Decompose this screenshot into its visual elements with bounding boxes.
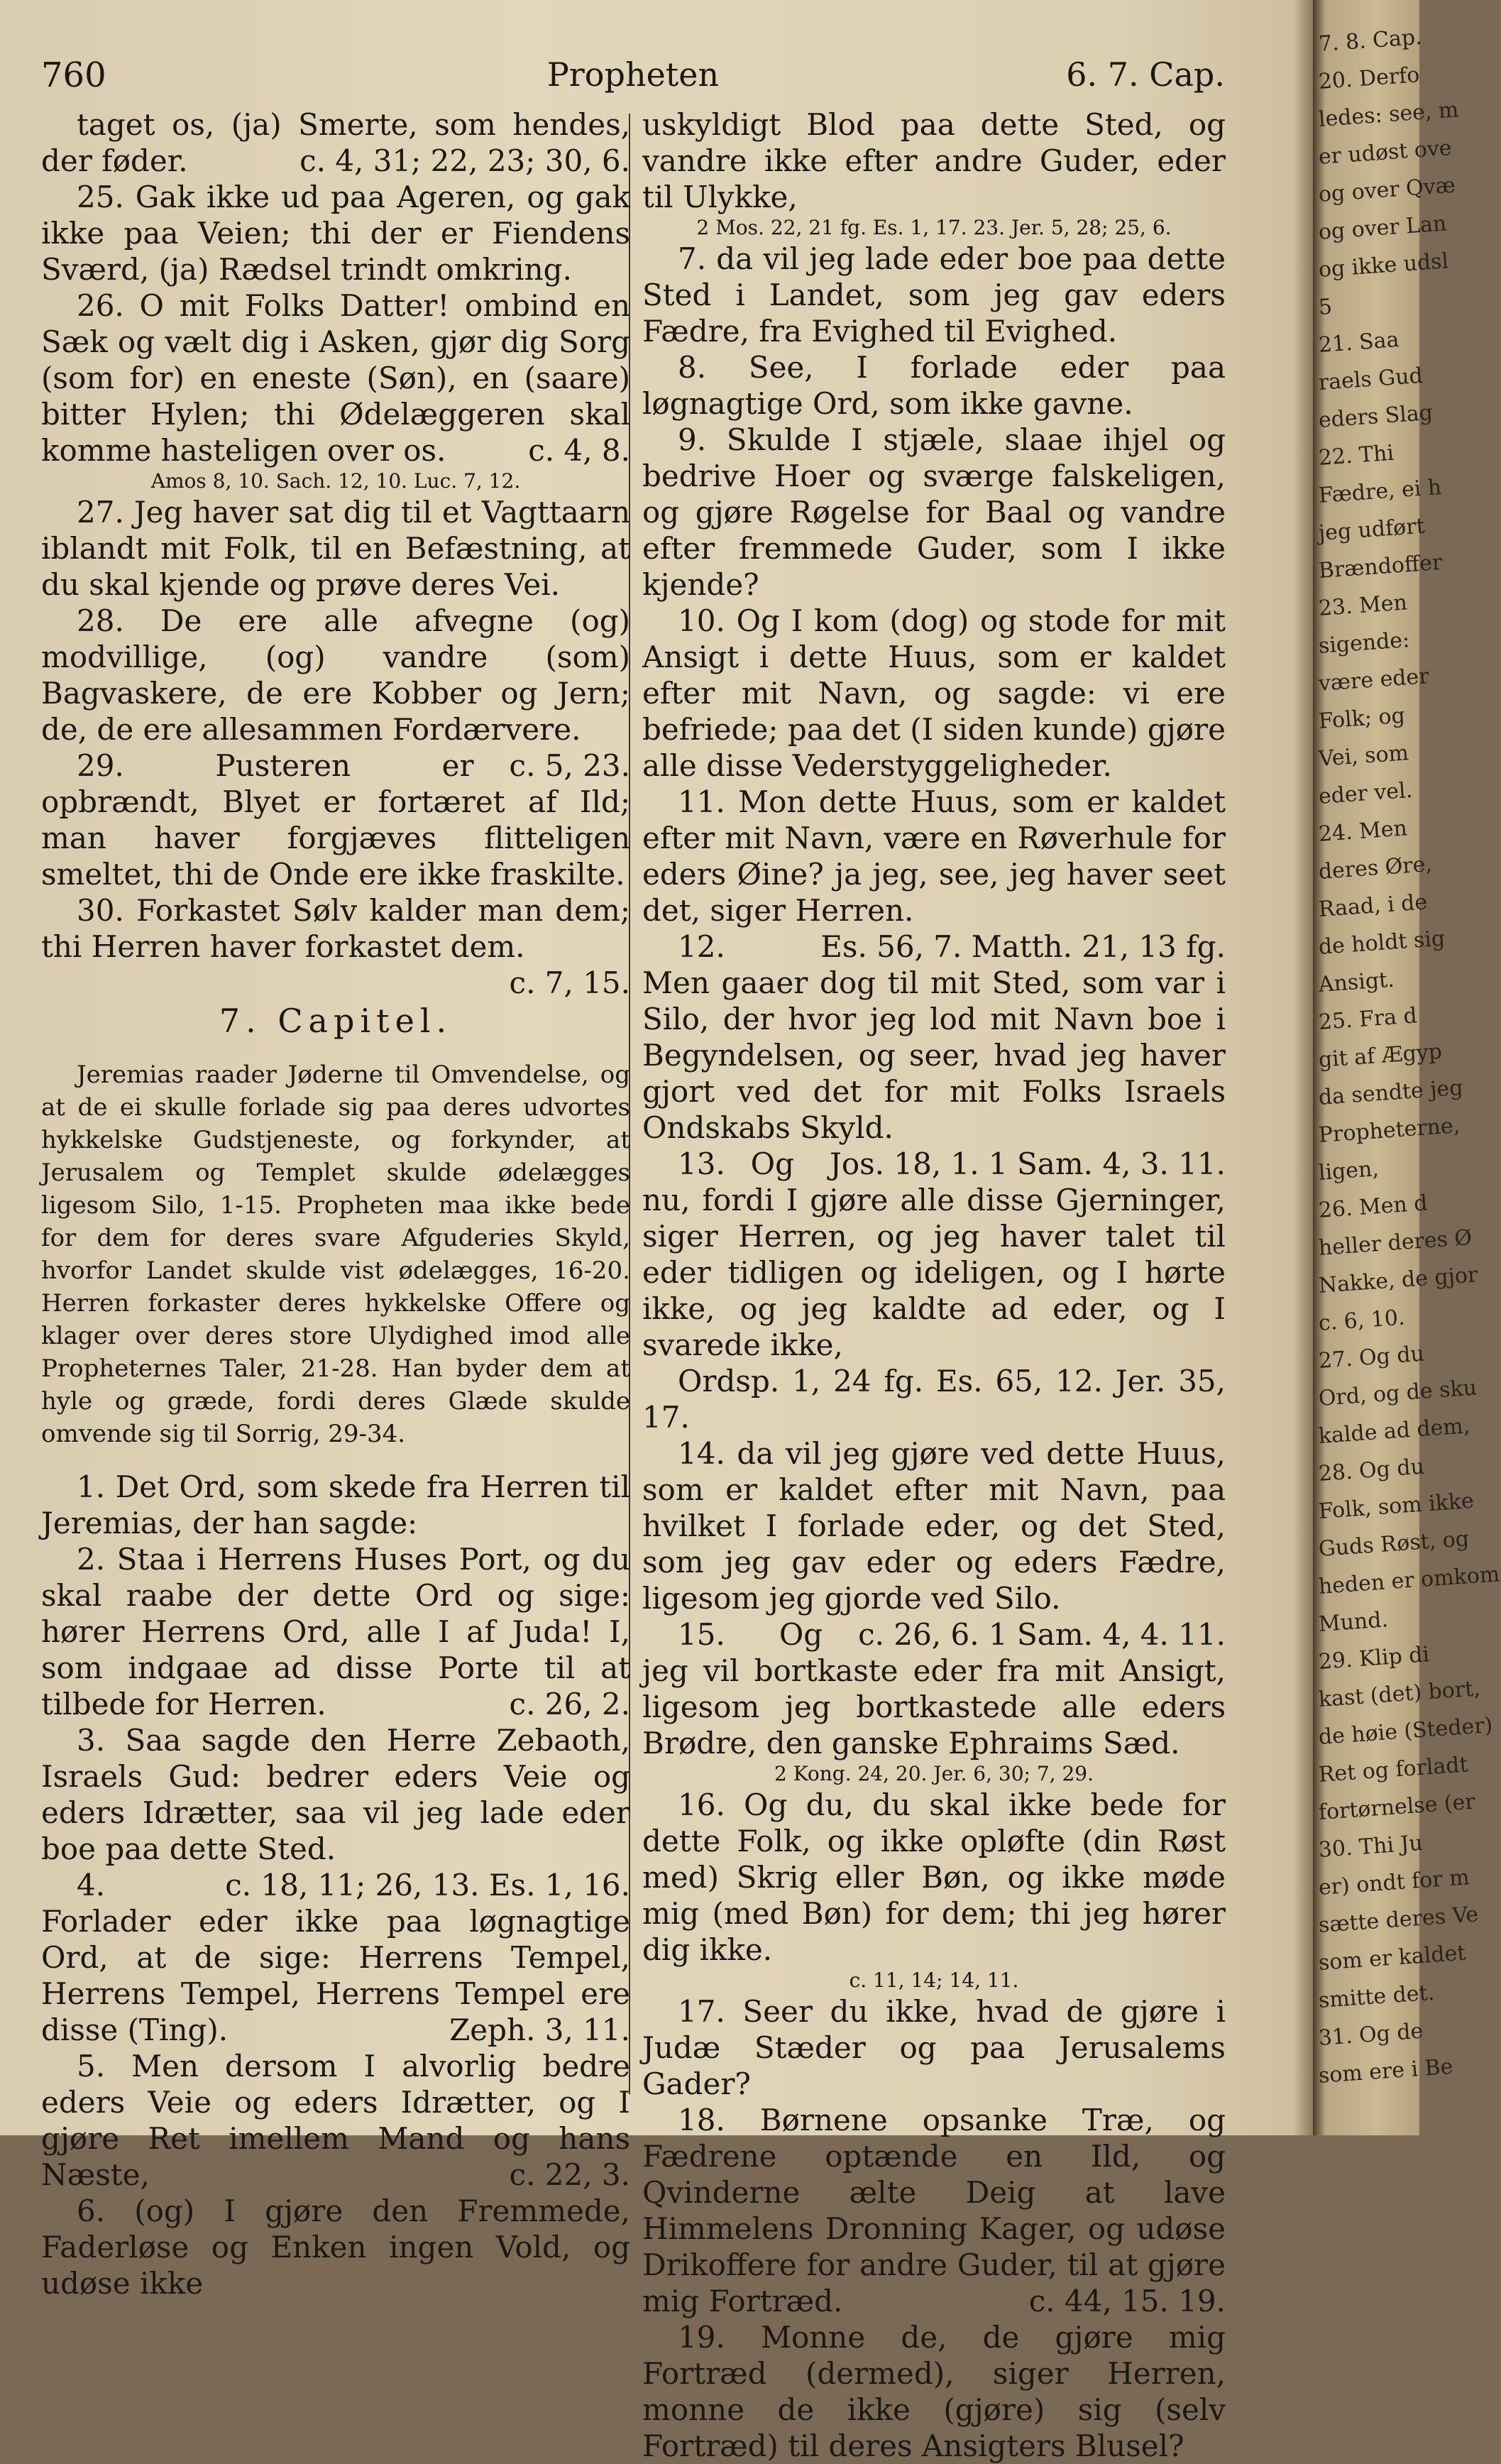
next-page-fragment: Mund. — [1317, 1607, 1390, 1637]
verse-text: 29. Pusteren er opbrændt, Blyet er fortæret af Ild; man haver forgjæves flitteligen smeltet, thi de Onde ere ikke fraskilte. — [41, 748, 630, 892]
verse-text: 6. (og) I gjøre den Fremmede, Faderløse og Enken ingen Vold, og udøse ikke — [41, 2194, 630, 2301]
verse-text: 5. Men dersom I alvorlig bedre eders Veie og eders Idrætter, og I gjøre Ret imellem Mand og hans Næste, — [41, 2049, 630, 2192]
left-bottom-verses — [41, 494, 630, 1000]
verse-text: 4. Forlader eder ikke paa løgnagtige Ord, at de sige: Herrens Tempel, Herrens Tempel, Herrens Tempel ere disse (Ting). — [41, 1868, 630, 2047]
verse-text: 3. Saa sagde den Herre Zebaoth, Israels Gud: bedrer eders Veie og eders Idrætter, saa vil jeg lade eder boe paa dette Sted. — [41, 1723, 630, 1866]
next-page-fragment: 24. Men — [1317, 816, 1408, 847]
verse — [41, 106, 630, 179]
next-page-fragment: Propheterne, — [1317, 1113, 1461, 1148]
next-page-fragment: Ansigt. — [1317, 967, 1395, 997]
verse-cross-reference: c. 7, 15. — [509, 965, 630, 1000]
page-header — [41, 55, 1225, 101]
running-title: Propheten — [546, 55, 720, 94]
verse — [642, 2102, 1226, 2319]
cross-reference-line: c. 11, 14; 14, 11. — [849, 1969, 1019, 1992]
verse — [642, 2319, 1226, 2464]
next-page-fragment: heller deres Ø — [1317, 1225, 1473, 1261]
verse-text: 12. Men gaaer dog til mit Sted, som var i Silo, der hvor jeg lod mit Navn boe i Begyndelsen, og seer, hvad jeg haver gjort ved det for mit Folks Israels Ondskabs Skyld. — [642, 929, 1226, 1145]
next-page-fragment: 29. Klip di — [1317, 1642, 1431, 1675]
next-page-fragment: Fædre, ei h — [1317, 474, 1443, 508]
next-page-fragment: Brændoffer — [1317, 549, 1444, 584]
next-page-fragment: 26. Men d — [1317, 1190, 1429, 1223]
next-page-fragment: Ord, og de sku — [1317, 1375, 1478, 1411]
next-page-edge — [1313, 0, 1501, 2135]
next-page-fragment: de holdt sig — [1317, 926, 1446, 960]
next-page-fragment: Folk; og — [1317, 703, 1406, 734]
verse-text: 28. De ere alle afvegne (og) modvillige, (og) vandre (som) Bagvaskere, de ere Kobber og Jern; de, de ere allesammen Fordærvere. — [41, 603, 630, 747]
verse — [41, 2193, 630, 2301]
next-page-fragment: være eder — [1317, 664, 1430, 696]
verse — [642, 422, 1226, 603]
verse-text: uskyldigt Blod paa dette Sted, og vandre ikke efter andre Guder, eder til Ulykke, — [642, 107, 1226, 214]
next-page-fragment: Vei, som — [1317, 740, 1410, 772]
verse-cross-reference: c. 26, 2. — [509, 1687, 630, 1721]
verse — [41, 1722, 630, 1902]
verse-text: 27. Jeg haver sat dig til et Vagttaarn iblandt mit Folk, til en Befæstning, at du skal kjende og prøve deres Vei. — [41, 495, 630, 602]
verse-text: 30. Forkastet Sølv kalder man dem; thi Herren haver forkastet dem. — [41, 893, 630, 964]
next-page-fragment: som er kaldet — [1317, 1940, 1467, 1976]
next-page-fragment: da sendte jeg — [1317, 1075, 1464, 1110]
verse — [41, 1469, 630, 1541]
page-number: 760 — [41, 55, 106, 95]
verse-text: taget os, (ja) Smerte, som hendes, der føder. — [41, 107, 630, 178]
cross-reference-line: 2 Mos. 22, 21 fg. Es. 1, 17. 23. Jer. 5, 28; 25, 6. — [696, 216, 1172, 239]
right-bottom-verses — [642, 1993, 1226, 2464]
next-page-fragment: 28. Og du — [1317, 1454, 1425, 1486]
verse-cross-reference: c. 4, 8. — [528, 433, 630, 468]
verse-cross-reference: c. 18, 11; 26, 13. Es. 1, 16. — [225, 1868, 630, 1902]
verse — [41, 494, 630, 603]
verse — [642, 1787, 1226, 1968]
next-page-fragment: 25. Fra d — [1317, 1003, 1418, 1035]
verse-text: 16. Og du, du skal ikke bede for dette Folk, og ikke opløfte (din Røst med) Skrig eller Bøn, og ikke møde mig (med Bøn) for dem; thi jeg hører dig ikke. — [642, 1787, 1226, 1967]
verse — [41, 2048, 630, 2193]
page-gutter-shadow — [1293, 0, 1313, 2135]
next-page-fragment: Raad, i de — [1317, 889, 1429, 922]
verse-text: 14. da vil jeg gjøre ved dette Huus, som er kaldet efter mit Navn, paa hvilket I forlade eder, og det Sted, som jeg gav eder og eders Fædre, ligesom jeg gjorde ved Silo. — [642, 1436, 1226, 1616]
verse-cross-reference: c. 5, 23. — [509, 748, 630, 783]
next-page-fragment: 5 — [1317, 294, 1334, 320]
next-page-fragment: c. 6, 10. — [1317, 1305, 1406, 1336]
next-page-fragment: 23. Men — [1317, 590, 1408, 621]
right-top-verses — [642, 106, 1226, 215]
verse-cross-reference: c. 22, 3. — [509, 2157, 630, 2192]
left-column — [41, 106, 630, 2301]
next-page-fragment: de høie (Steder) — [1317, 1712, 1494, 1750]
verse-text: 9. Skulde I stjæle, slaae ihjel og bedrive Hoer og sværge falskeligen, og gjøre Røgelse for Baal og vandre efter fremmede Guder, som I ikke kjende? — [642, 422, 1226, 602]
next-page-fragment: kalde ad dem, — [1317, 1413, 1471, 1449]
next-page-fragment: 27. Og du — [1317, 1341, 1425, 1374]
chapter-summary: Jeremias raader Jøderne til Omvendelse, og at de ei skulle forlade sig paa deres udvortes hykkelske Gudstjeneste, og forkynder, at Jerusalem og Templet skulde ødelægges ligesom Silo, 1-15. Propheten maa ikke bede for dem for deres svare Afguderies Skyld, hvorfor Landet skulde vist ødelægges, 16-20. Herren forkaster deres hykkelske Offere og klager over deres store Ulydighed imod alle Propheternes Taler, 21-28. Han byder dem at hyle og græde, fordi deres Glæde skulde omvende sig til Sorrig, 29-34. — [41, 1061, 630, 1448]
next-page-fragment: eder vel. — [1317, 777, 1414, 809]
verse — [642, 1993, 1226, 2102]
verse-cross-reference: Jos. 18, 1. 1 Sam. 4, 3. 11. — [830, 1146, 1226, 1181]
next-page-fragment: sigende: — [1317, 628, 1411, 659]
verse-cross-reference: c. 44, 15. 19. — [1028, 2284, 1226, 2318]
next-page-fragment: Folk, som ikke — [1317, 1488, 1475, 1524]
next-page-fragment: er) ondt for m — [1317, 1865, 1470, 1900]
next-page-fragment: 30. Thi Ju — [1317, 1830, 1424, 1863]
chapter-title: 7. Capitel. — [219, 1002, 453, 1040]
next-page-fragment: Ret og forladt — [1317, 1752, 1469, 1787]
verse-text: 1. Det Ord, som skede fra Herren til Jeremias, der han sagde: — [41, 1469, 630, 1540]
verse-text: 26. O mit Folks Datter! ombind en Sæk og vælt dig i Asken, gjør dig Sorg (som for) en eneste (Søn), en (saare) bitter Hylen; thi Ødelæggeren skal komme hasteligen over os. — [41, 288, 630, 468]
next-page-fragment: heden er omkom — [1317, 1562, 1501, 1599]
next-page-fragment: deres Øre, — [1317, 851, 1434, 885]
chapter-verses — [41, 1469, 630, 2301]
right-column — [642, 106, 1226, 2464]
verse — [642, 349, 1226, 422]
next-page-fragment: og over Qvæ — [1317, 173, 1456, 207]
verse — [41, 288, 630, 469]
next-page-fragment: ligen, — [1317, 1156, 1380, 1186]
verse-text: 10. Og I kom (dog) og stode for mit Ansigt i dette Huus, som er kaldet efter mit Navn, og sagde: vi ere befriede; paa det (I siden kunde) gjøre alle disse Vederstyggeligheder. — [642, 603, 1226, 783]
next-page-fragment: 22. Thi — [1317, 440, 1395, 471]
chapter-reference: 6. 7. Cap. — [1066, 55, 1225, 94]
verse-cross-reference: c. 4, 31; 22, 23; 30, 6. — [299, 143, 630, 178]
next-page-fragment: Guds Røst, og — [1317, 1526, 1470, 1562]
next-page-fragment: ledes: see, m — [1317, 97, 1460, 132]
next-page-fragment: 21. Saa — [1317, 327, 1400, 358]
verse-cross-reference: c. 26, 6. 1 Sam. 4, 4. 11. — [858, 1617, 1226, 1652]
verse — [41, 179, 630, 288]
next-page-fragment: 31. Og de — [1317, 2018, 1424, 2051]
verse — [642, 603, 1226, 784]
verse — [41, 892, 630, 1000]
verse — [642, 241, 1226, 349]
verse — [41, 1541, 630, 1722]
next-page-fragment: eders Slag — [1317, 400, 1434, 433]
verse — [642, 106, 1226, 215]
verse-text: 17. Seer du ikke, hvad de gjøre i Judæ Stæder og paa Jerusalems Gader? — [642, 1994, 1226, 2101]
verse — [642, 784, 1226, 964]
right-mid-verses — [642, 241, 1226, 1761]
verse-cross-reference: Es. 56, 7. Matth. 21, 13 fg. — [820, 929, 1226, 964]
next-page-fragment: raels Gud — [1317, 363, 1424, 395]
next-page-fragment: 20. Derfo — [1317, 62, 1421, 94]
next-page-fragment: og ikke udsl — [1317, 248, 1450, 283]
verse-text: 25. Gak ikke ud paa Ageren, og gak ikke paa Veien; thi der er Fiendens Sværd, (ja) Rædsel trindt omkring. — [41, 180, 630, 287]
verse — [41, 603, 630, 783]
next-page-fragment: git af Ægyp — [1317, 1039, 1444, 1073]
next-page-fragment: sætte deres Ve — [1317, 1902, 1480, 1938]
next-page-fragment: Nakke, de gjor — [1317, 1262, 1479, 1298]
next-page-fragment: er udøst ove — [1317, 135, 1453, 170]
next-page-fragment: jeg udført — [1317, 513, 1426, 546]
verse-text: 7. da vil jeg lade eder boe paa dette Sted i Landet, som jeg gav eders Fædre, fra Evighed til Evighed. — [642, 241, 1226, 349]
verse-text: 19. Monne de, de gjøre mig Fortræd (dermed), siger Herren, monne de ikke (gjøre) sig (selv Fortræd) til deres Ansigters Blusel? — [642, 2320, 1226, 2463]
next-page-fragment: 7. 8. Cap. — [1317, 24, 1423, 57]
verse-text: 2. Staa i Herrens Huses Port, og du skal raabe der dette Ord og sige: hører Herrens Ord, alle I af Juda! I, som indgaae ad disse Porte til at tilbede for Herren. — [41, 1542, 630, 1721]
cross-reference-line: 2 Kong. 24, 20. Jer. 6, 30; 7, 29. — [774, 1762, 1094, 1785]
next-page-fragment: og over Lan — [1317, 211, 1448, 245]
verse-cross-reference: Zeph. 3, 11. — [449, 2013, 630, 2047]
verse-text: 13. Og nu, fordi I gjøre alle disse Gjerninger, siger Herren, og jeg haver talet til eder tidligen og ideligen, og I hørte ikke, og jeg kaldte ad eder, og I svarede ikke, — [642, 1146, 1226, 1362]
next-page-fragment: fortørnelse (er — [1317, 1789, 1476, 1825]
next-page-fragment: som ere i Be — [1317, 2054, 1454, 2088]
next-page-fragment: smitte det. — [1317, 1980, 1436, 2013]
verse-text: 11. Mon dette Huus, som er kaldet efter mit Navn, være en Røverhule for eders Øine? ja jeg, see, jeg haver seet det, siger Herren. — [642, 784, 1226, 928]
verse-text: 18. Børnene opsanke Træ, og Fædrene optænde en Ild, og Qvinderne ælte Deig at lave Himmelens Dronning Kager, og udøse Drikoffere for andre Guder, til at gjøre mig Fortræd. — [642, 2103, 1226, 2318]
verse-cross-reference: Ordsp. 1, 24 fg. Es. 65, 12. Jer. 35, 17. — [642, 1364, 1226, 1435]
verse-text: 15. Og jeg vil bortkaste eder fra mit Ansigt, ligesom jeg bortkastede alle eders Brødre, den ganske Ephraims Sæd. — [642, 1617, 1226, 1761]
next-page-fragment: kast (det) bort, — [1317, 1676, 1481, 1712]
cross-reference-line: Amos 8, 10. Sach. 12, 10. Luc. 7, 12. — [150, 469, 521, 493]
verse-text: 8. See, I forlade eder paa løgnagtige Ord, som ikke gavne. — [642, 350, 1226, 421]
left-top-verses — [41, 106, 630, 469]
